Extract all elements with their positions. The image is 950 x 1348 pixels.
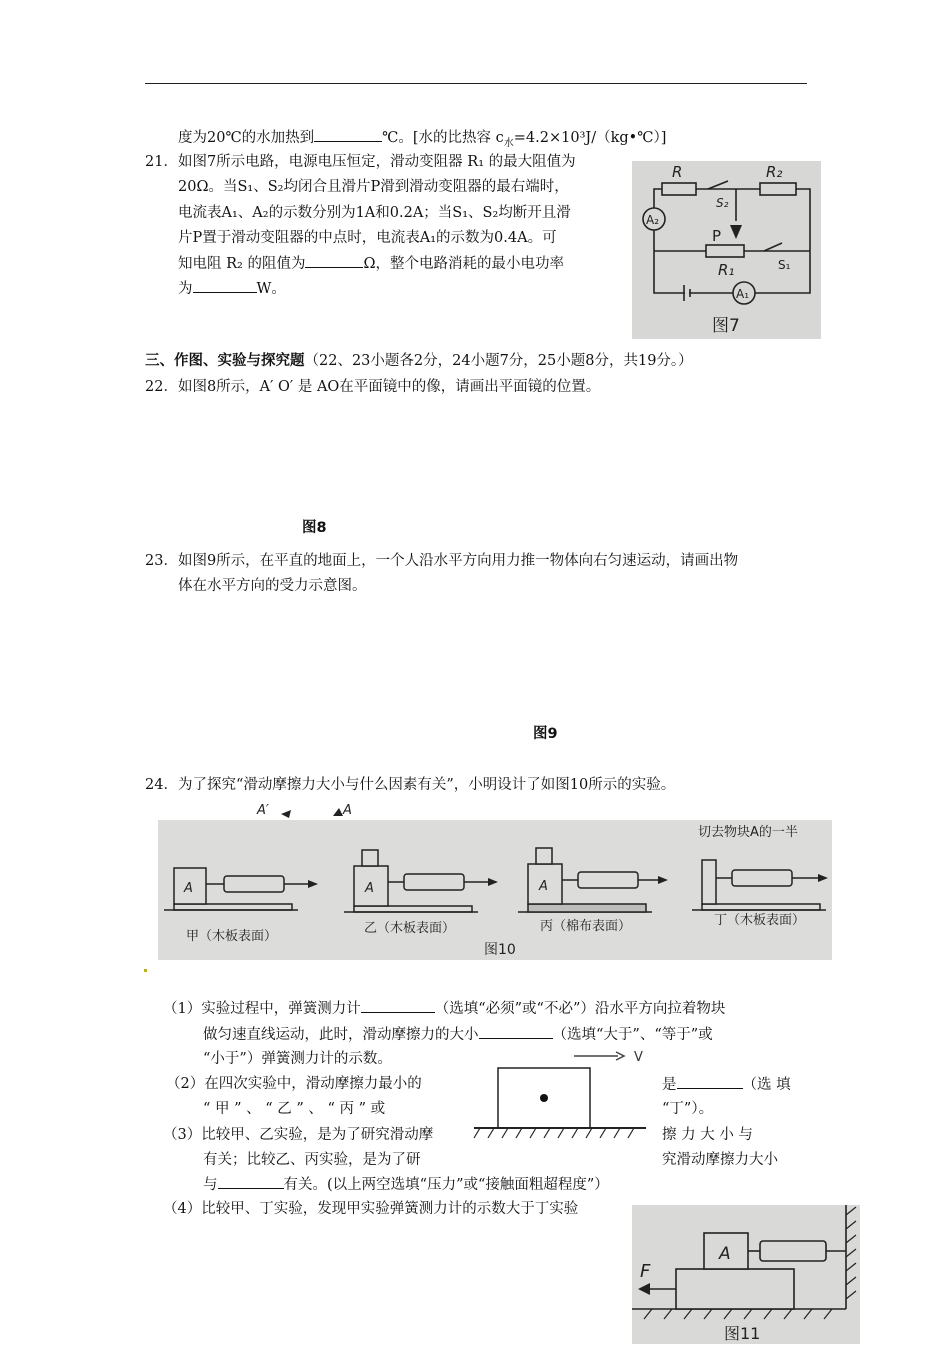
fig10-panel-4: 丁（木板表面） <box>714 913 806 928</box>
q24-p2-line-1-left: （2）在四次实验中，滑动摩擦力最小的 <box>166 1076 422 1092</box>
fig10-caption: 图10 <box>484 942 516 958</box>
fig7-label-r: R <box>672 163 683 181</box>
q23-line-1: 23．如图9所示，在平直的地面上，一个人沿水平方向用力推一物体向右匀速运动，请画出物 <box>145 553 739 569</box>
fig11-caption: 图11 <box>724 1324 761 1343</box>
q24-p3-line-2-right: 究滑动摩擦力大小 <box>662 1152 778 1168</box>
q21-line-4: 片P置于滑动变阻器的中点时，电流表A₁的示数为0.4A。可 <box>178 230 557 246</box>
figure-10-experiments <box>158 820 832 960</box>
fig7-label-a1: A₁ <box>736 287 750 301</box>
velocity-label: V <box>634 1050 643 1065</box>
q22-text: 22．如图8所示，A′ O′ 是 AO在平面镜中的像，请画出平面镜的位置。 <box>145 379 601 395</box>
section-3-heading: 三、作图、实验与探究题（22、23小题各2分，24小题7分，25小题8分，共19分。） <box>145 353 693 369</box>
q23-line-2: 体在水平方向的受力示意图。 <box>178 578 367 594</box>
q21-line-3: 电流表A₁、A₂的示数分别为1A和0.2A；当S₁、S₂均断开且滑 <box>178 205 571 221</box>
fig10-block-a-3: A <box>539 879 548 894</box>
fig10-panel-3: 丙（棉布表面） <box>540 919 632 934</box>
q24-p4-line-1: （4）比较甲、丁实验，发现甲实验弹簧测力计的示数大于丁实验 <box>163 1201 579 1217</box>
q24-p2-line-2-left: “ 甲 ” 、 “ 乙 ” 、 “ 丙 ” 或 <box>203 1101 386 1117</box>
label-a: A <box>343 803 352 818</box>
q24-p1-line-2: 做匀速直线运动，此时，滑动摩擦力的大小 （选填“大于”、“等于”或 <box>203 1024 713 1045</box>
q21-line-5: 知电阻 R₂ 的阻值为 Ω，整个电路消耗的最小电功率 <box>178 253 564 274</box>
figure-7-circuit <box>632 161 821 339</box>
fig7-label-s1: S₁ <box>778 258 791 272</box>
fig10-panel-2: 乙（木板表面） <box>364 921 456 936</box>
q24-p3-line-2-left: 有关；比较乙、丙实验，是为了研 <box>203 1152 421 1168</box>
q24-p2-line-1-right: 是 （选 填 <box>662 1074 791 1095</box>
fig7-label-r2: R₂ <box>766 163 783 181</box>
fig7-caption: 图7 <box>712 316 740 336</box>
fig11-block-label: A <box>719 1244 731 1264</box>
q24-p1-line-1: （1）实验过程中，弹簧测力计 （选填“必须”或“不必”）沿水平方向拉着物块 <box>163 998 725 1019</box>
fig7-label-p: P <box>712 227 722 245</box>
q21-line-1: 21．如图7所示电路，电源电压恒定，滑动变阻器 R₁ 的最大阻值为 <box>145 154 576 170</box>
fig10-cut-note: 切去物块A的一半 <box>698 825 798 840</box>
q24-p3-line-1-right: 擦 力 大 小 与 <box>662 1127 753 1143</box>
q24-p1-line-3: “小于”）弹簧测力计的示数。 <box>203 1051 392 1067</box>
fig11-f-label: F <box>640 1261 651 1282</box>
stray-dot <box>144 969 147 972</box>
fig7-label-r1: R₁ <box>718 261 735 279</box>
q24-p3-line-1-left: （3）比较甲、乙实验，是为了研究滑动摩 <box>163 1127 434 1143</box>
fig10-block-a-2: A <box>365 881 374 896</box>
figure-block-on-ground <box>470 1044 650 1144</box>
q24-intro: 24．为了探究“滑动摩擦力大小与什么因素有关”，小明设计了如图10所示的实验。 <box>145 777 676 793</box>
header-rule <box>145 83 807 84</box>
q21-line-6: 为 W。 <box>178 278 286 299</box>
q24-p2-line-2-right: “丁”）。 <box>662 1101 714 1117</box>
q20-tail: 度为20℃的水加热到 ℃。[水的比热容 $c_水=4.2\times 10^3J/(kg•℃)$] <box>178 127 666 154</box>
stray-arrow-labels <box>255 800 365 822</box>
fig7-label-a2: A₂ <box>646 213 660 227</box>
q21-line-2: 20Ω。当S₁、S₂均闭合且滑片P滑到滑动变阻器的最右端时， <box>178 179 569 195</box>
fig10-panel-1: 甲（木板表面） <box>186 929 278 944</box>
fig10-block-a-1: A <box>184 881 193 896</box>
label-a-prime: A′ <box>257 803 269 818</box>
figure-11 <box>632 1205 860 1344</box>
q24-p3-line-3: 与 有关。(以上两空选填“压力”或“接触面粗超程度”） <box>203 1174 609 1195</box>
fig9-caption: 图9 <box>533 726 558 742</box>
fig7-label-s2: S₂ <box>716 196 729 210</box>
fig8-caption: 图8 <box>302 520 327 536</box>
